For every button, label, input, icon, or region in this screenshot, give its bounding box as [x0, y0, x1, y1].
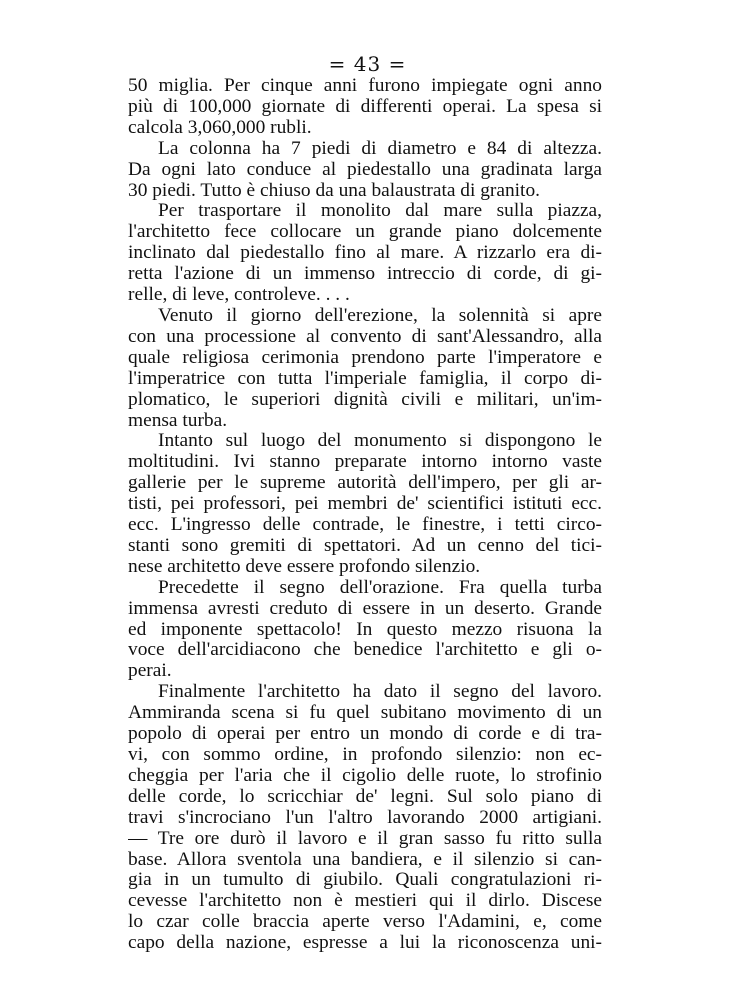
text-line: Da ogni lato conduce al piedestallo una gradinata larga [128, 159, 602, 180]
text-line: moltitudini. Ivi stanno preparate intorno intorno vaste [128, 452, 602, 473]
text-line: inclinato dal piedestallo fino al mare. A rizzarlo era di- [128, 243, 602, 264]
text-line: perai. [128, 661, 172, 682]
body-text [128, 76, 602, 954]
text-line: con una processione al convento di sant'Alessandro, alla [128, 326, 602, 347]
paragraph [128, 578, 602, 683]
paragraph [128, 201, 602, 306]
text-line: relle, di leve, controleve. . . . [128, 285, 350, 306]
text-line: Ammiranda scena si fu quel subitano movimento di un [128, 703, 602, 724]
paragraph [128, 682, 602, 954]
text-line: Intanto sul luogo del monumento si dispongono le [158, 431, 602, 452]
text-line: — Tre ore durò il lavoro e il gran sasso fu ritto sulla [128, 828, 602, 849]
text-line: mensa turba. [128, 410, 228, 431]
text-line: plomatico, le superiori dignità civili e militari, un'im- [128, 389, 602, 410]
text-line: retta l'azione di un immenso intreccio di corde, di gi- [128, 264, 602, 285]
text-line: Per trasportare il monolito dal mare sulla piazza, [158, 201, 602, 222]
text-line: voce dell'arcidiacono che benedice l'architetto e gli o- [128, 640, 602, 661]
paragraph [128, 431, 602, 577]
paragraph [128, 76, 602, 139]
text-line: cheggia per l'aria che il cigolio delle ruote, lo strofinio [128, 765, 602, 786]
text-line: gia in un tumulto di giubilo. Quali congratulazioni ri- [128, 870, 602, 891]
paragraph [128, 139, 602, 202]
text-line: calcola 3,060,000 rubli. [128, 117, 312, 138]
text-line: travi s'incrociano l'un l'altro lavorando 2000 artigiani. [128, 807, 602, 828]
text-line: nese architetto deve essere profondo silenzio. [128, 556, 481, 577]
text-line: tisti, pei professori, pei membri de' scientifici istituti ecc. [128, 494, 602, 515]
text-line: Venuto il giorno dell'erezione, la solennità si apre [158, 305, 602, 326]
text-line: stanti sono gremiti di spettatori. Ad un cenno del tici- [128, 535, 602, 556]
text-line: base. Allora sventola una bandiera, e il silenzio si can- [128, 849, 602, 870]
text-line: lo czar colle braccia aperte verso l'Adamini, e, come [128, 912, 602, 933]
page-number: = 43 = [328, 52, 407, 76]
text-line: l'imperatrice con tutta l'imperiale famiglia, il corpo di- [128, 368, 602, 389]
text-line: immensa avresti creduto di essere in un deserto. Grande [128, 598, 602, 619]
text-line: ed imponente spettacolo! In questo mezzo risuona la [128, 619, 602, 640]
text-line: gallerie per le supreme autorità dell'impero, per gli ar- [128, 473, 602, 494]
text-line: capo della nazione, espresse a lui la riconoscenza uni- [128, 933, 602, 954]
text-line: delle corde, lo scricchiar de' legni. Sul solo piano di [128, 786, 602, 807]
text-line: Finalmente l'architetto ha dato il segno del lavoro. [158, 682, 602, 703]
text-line: ecc. L'ingresso delle contrade, le finestre, i tetti circo- [128, 515, 602, 536]
text-line: l'architetto fece collocare un grande piano dolcemente [128, 222, 602, 243]
text-line: vi, con sommo ordine, in profondo silenzio: non ec- [128, 745, 602, 765]
paragraph [128, 306, 602, 431]
text-line: La colonna ha 7 piedi di diametro e 84 di altezza. [158, 138, 602, 159]
text-line: quale religiosa cerimonia prendono parte l'imperatore e [128, 347, 602, 368]
text-line: 30 piedi. Tutto è chiuso da una balaustrata di granito. [128, 180, 540, 201]
text-line: cevesse l'architetto non è mestieri qui il dirlo. Discese [128, 891, 602, 912]
text-line: Precedette il segno dell'orazione. Fra quella turba [158, 577, 602, 598]
text-line: popolo di operai per entro un mondo di corde e di tra- [128, 724, 602, 745]
text-line: più di 100,000 giornate di differenti operai. La spesa si [128, 96, 602, 117]
text-line: 50 miglia. Per cinque anni furono impiegate ogni anno [128, 76, 602, 96]
